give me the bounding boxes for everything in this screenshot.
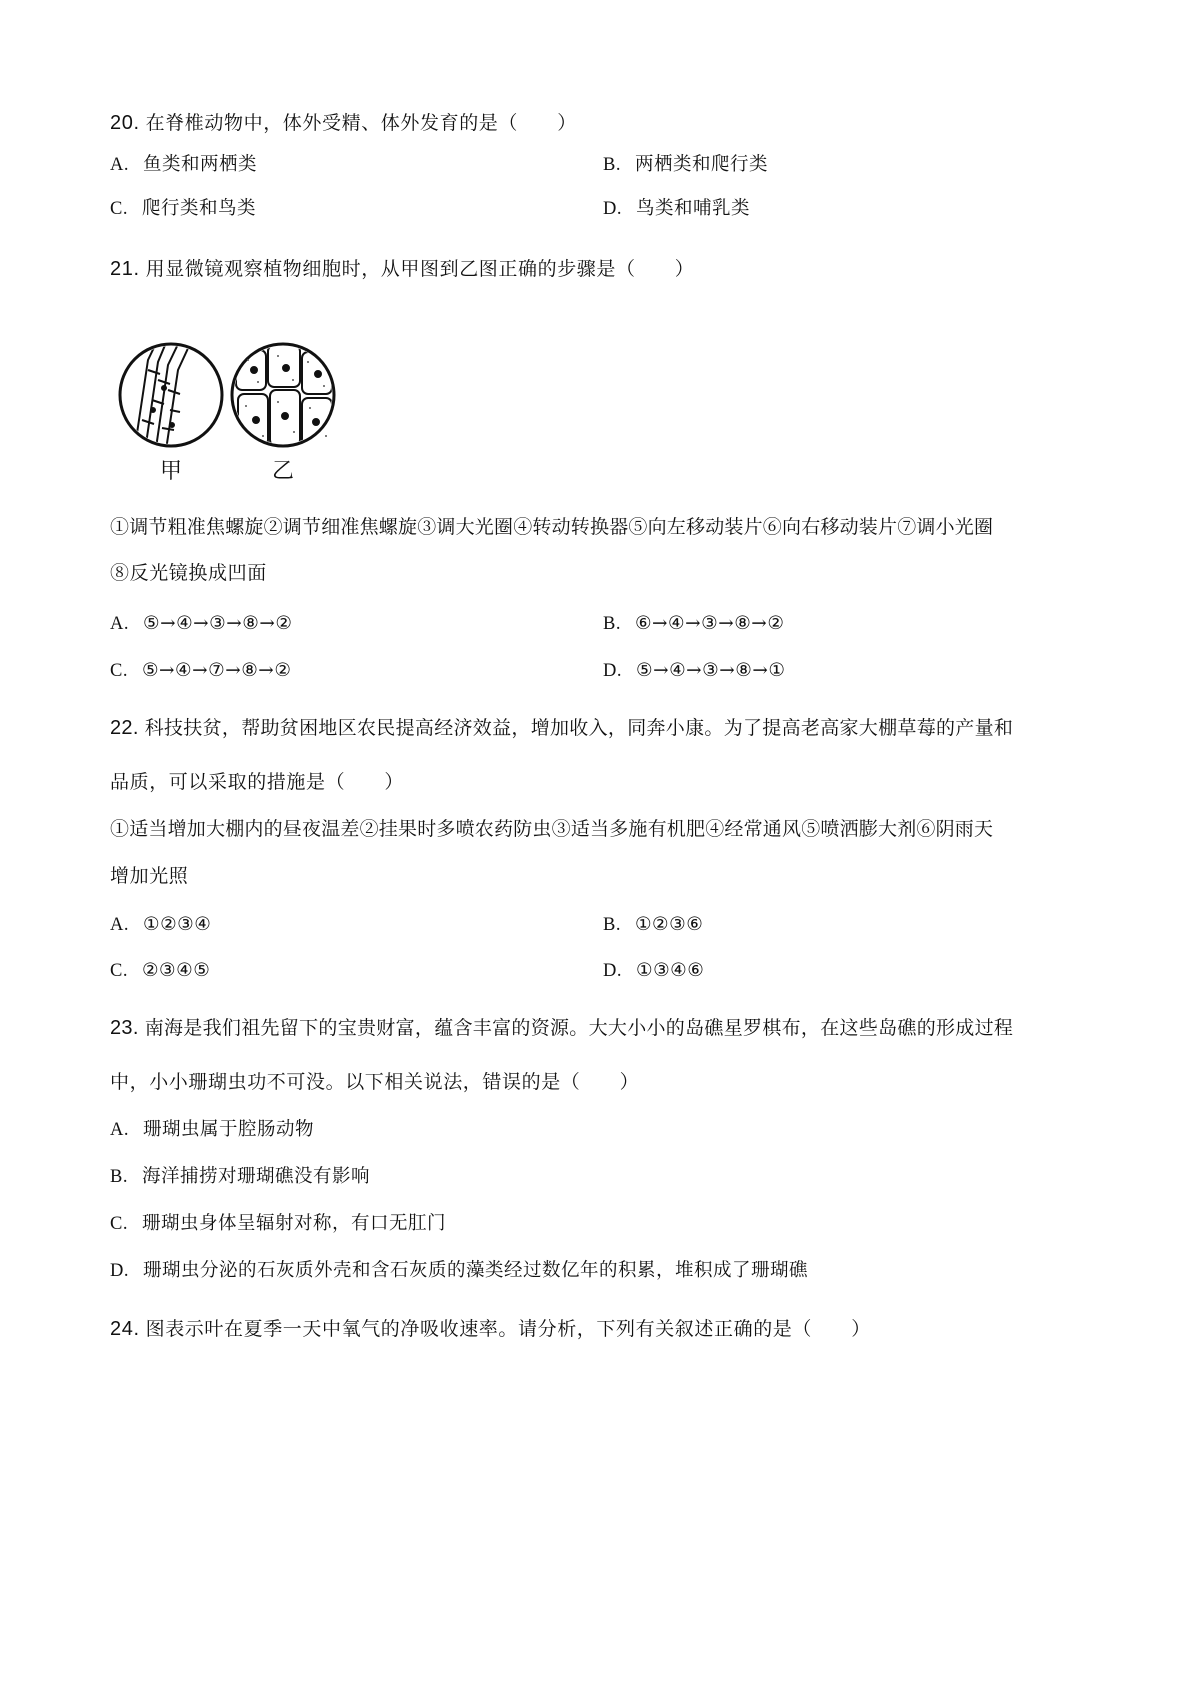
option-a[interactable]: A. ①②③④ [110,914,212,935]
option-d[interactable]: D. ①③④⑥ [603,960,705,981]
option-c[interactable]: C. ⑤→④→⑦→⑧→② [110,660,292,681]
option-c[interactable]: C. 爬行类和鸟类 [110,198,256,219]
question-number: 21. [110,258,140,280]
question-number: 22. [110,717,139,739]
option-a[interactable]: A. 珊瑚虫属于腔肠动物 [110,1119,315,1140]
option-a[interactable]: A. ⑤→④→③→⑧→② [110,613,293,634]
question-number: 20. [110,112,140,134]
figure-label-jia: 甲 [160,459,183,484]
figure-label-yi: 乙 [272,459,295,484]
option-b[interactable]: B. ⑥→④→③→⑧→② [603,613,785,634]
question-22-stem-line-2: 品质，可以采取的措施是（ ） [110,771,405,793]
question-20-stem: 20. 在脊椎动物中，体外受精、体外发育的是（ ） [110,112,577,134]
question-22-measures-line-2: 增加光照 [110,865,189,887]
view-yi [232,344,334,446]
question-number: 24. [110,1318,140,1340]
option-c[interactable]: C. 珊瑚虫身体呈辐射对称，有口无肛门 [110,1213,446,1234]
option-b[interactable]: B. 两栖类和爬行类 [603,154,768,175]
question-21-steps-line-2: ⑧反光镜换成凹面 [110,562,267,584]
option-c[interactable]: C. ②③④⑤ [110,960,211,981]
view-jia [120,340,222,450]
question-21-steps-line-1: ①调节粗准焦螺旋②调节细准焦螺旋③调大光圈④转动转换器⑤向左移动装片⑥向右移动装片⑦调小光圈 [110,516,994,538]
question-23-stem-line-2: 中，小小珊瑚虫功不可没。以下相关说法，错误的是（ ） [110,1071,640,1093]
option-d[interactable]: D. ⑤→④→③→⑧→① [603,660,786,681]
microscope-figure [108,340,358,490]
option-a[interactable]: A. 鱼类和两栖类 [110,154,258,175]
question-23-stem-line-1: 23. 南海是我们祖先留下的宝贵财富，蕴含丰富的资源。大大小小的岛礁星罗棋布，在这些岛礁的形成过程 [110,1017,1014,1039]
option-b[interactable]: B. ①②③⑥ [603,914,704,935]
microscope-views-illustration [108,340,358,460]
question-22-measures-line-1: ①适当增加大棚内的昼夜温差②挂果时多喷农药防虫③适当多施有机肥④经常通风⑤喷洒膨大剂⑥阴雨天 [110,818,994,840]
question-24-stem: 24. 图表示叶在夏季一天中氧气的净吸收速率。请分析，下列有关叙述正确的是（ ） [110,1318,871,1340]
question-22-stem-line-1: 22. 科技扶贫，帮助贫困地区农民提高经济效益，增加收入，同奔小康。为了提高老高家大棚草莓的产量和 [110,717,1014,739]
question-number: 23. [110,1017,139,1039]
question-21-stem: 21. 用显微镜观察植物细胞时，从甲图到乙图正确的步骤是（ ） [110,258,695,280]
option-d[interactable]: D. 珊瑚虫分泌的石灰质外壳和含石灰质的藻类经过数亿年的积累，堆积成了珊瑚礁 [110,1260,809,1281]
option-d[interactable]: D. 鸟类和哺乳类 [603,198,751,219]
option-b[interactable]: B. 海洋捕捞对珊瑚礁没有影响 [110,1166,370,1187]
